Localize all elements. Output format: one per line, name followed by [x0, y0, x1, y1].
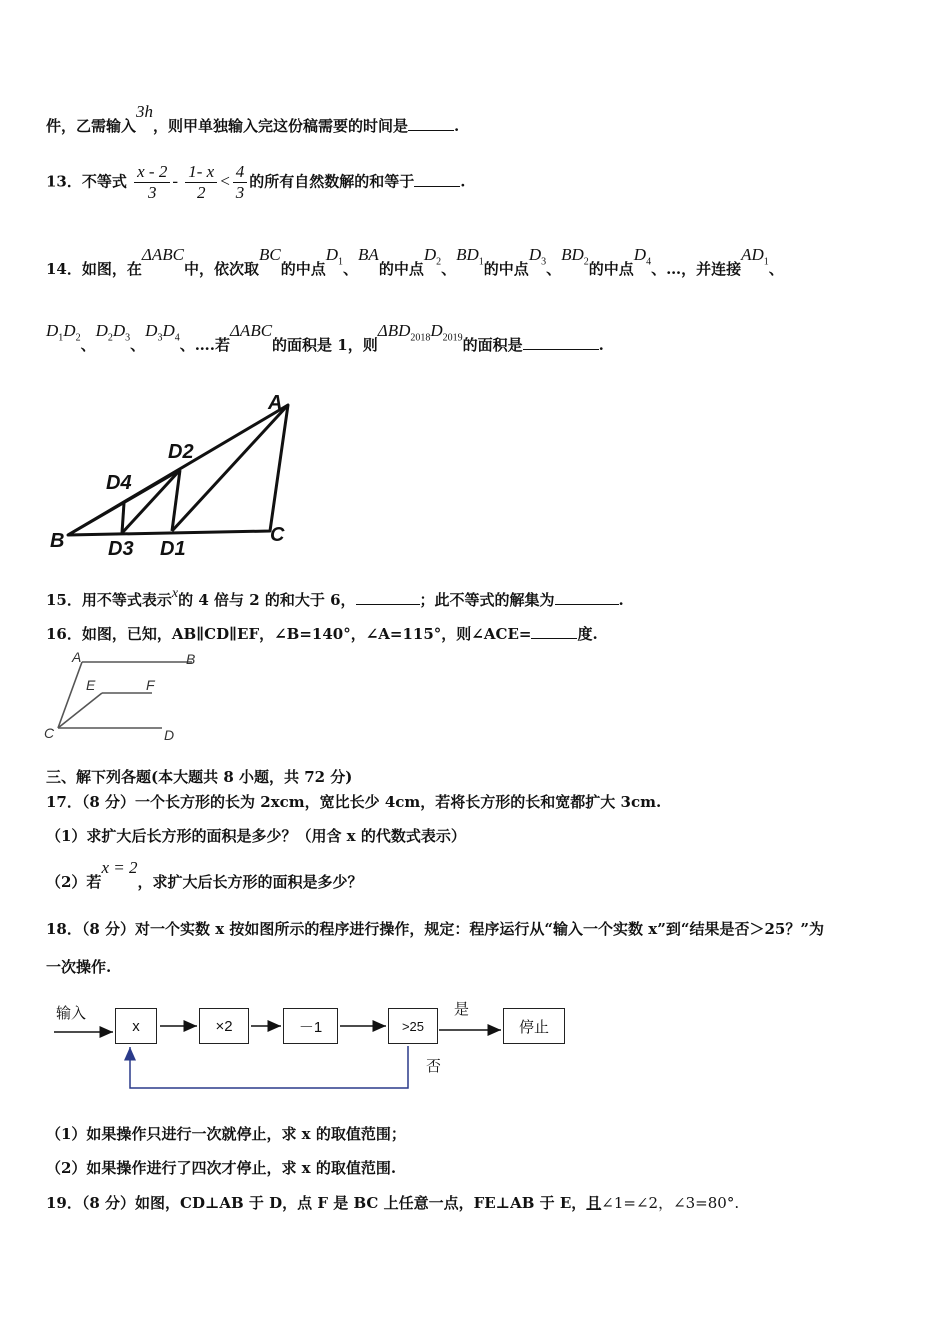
- q18-flow-box-minus1: －1: [283, 1008, 338, 1044]
- q14-d3: [528, 245, 547, 268]
- q16-text: 16．如图，已知，AB∥CD∥EF，∠B=140°，∠A=115°，则∠ACE=: [46, 625, 532, 643]
- q14-text: 、: [768, 260, 784, 278]
- q14-label-d4: D4: [106, 472, 132, 494]
- q14-ad1: [741, 245, 769, 268]
- q14-answer-blank[interactable]: [523, 335, 599, 350]
- q18-flow-input-label: 输入: [56, 1004, 87, 1022]
- q14-triangle-abc-2: ΔABC: [229, 321, 273, 340]
- q14-bd1-letters: BD: [456, 245, 479, 264]
- q14-bc: BC: [258, 245, 281, 264]
- q13-fraction-1: [134, 162, 170, 203]
- q17-part-1: （1）求扩大后长方形的面积是多少？（用含 x 的代数式表示）: [46, 827, 466, 845]
- q16-answer-blank[interactable]: [531, 624, 577, 639]
- q13-end: .: [460, 172, 466, 191]
- q18-part-1: （1）如果操作只进行一次就停止，求 x 的取值范围；: [46, 1125, 406, 1143]
- q13-answer-blank[interactable]: [414, 172, 460, 187]
- q14-bd2-sub: 2: [583, 256, 589, 268]
- q13-frac2-num: 1- x: [185, 162, 217, 183]
- q12-line: [46, 102, 460, 136]
- q17-stem: 17．（8 分）一个长方形的长为 2xcm，宽比长少 4cm，若将长方形的长和宽都扩大 3cm.: [46, 793, 662, 811]
- q14-text: 、: [80, 336, 96, 354]
- q14-segment-d3d4: [145, 321, 180, 344]
- q15-text-1: 15．用不等式表示: [46, 591, 172, 609]
- q14-label-b: B: [50, 530, 65, 552]
- q14-d4-letter: D: [633, 245, 647, 264]
- q13-frac3-den: 3: [235, 183, 245, 202]
- q16-label-b: B: [186, 651, 196, 667]
- q14-d3-sub: 3: [541, 256, 547, 268]
- q14-seg-sub: 4: [174, 332, 180, 344]
- q18-flow-box-stop: 停止: [503, 1008, 565, 1044]
- q13-frac1-num: x - 2: [134, 162, 170, 183]
- q14-ad1-letters: AD: [741, 245, 764, 264]
- q14-tri-d: D: [430, 321, 443, 340]
- q14-d1-sub: 1: [338, 256, 344, 268]
- q13-lt: <: [219, 171, 231, 191]
- q14-triangle-abc: ΔABC: [141, 245, 184, 264]
- q12-prefix: 件，乙需输入: [46, 117, 137, 135]
- q13-num: 13．不等式: [46, 172, 127, 191]
- q14-seg-sub: 2: [75, 332, 81, 344]
- q16-parallel-lines-figure: [42, 650, 212, 745]
- q14-label-a: A: [268, 392, 283, 414]
- q14-seg-sub: 2: [107, 332, 113, 344]
- q14-text: 的面积是: [462, 336, 523, 354]
- q13-frac3-num: 4: [233, 162, 248, 183]
- q17-part-2: [46, 858, 363, 892]
- q14-bd2: [561, 245, 589, 268]
- q15-line: [46, 586, 624, 610]
- q18-flow-box-x: x: [115, 1008, 157, 1044]
- q14-seg-sub: 3: [125, 332, 131, 344]
- q14-text: 的面积是 1，则: [272, 336, 378, 354]
- q14-ad1-sub: 1: [763, 256, 769, 268]
- q15-answer-blank-1[interactable]: [356, 590, 420, 605]
- q14-tri-sub2: 2019: [442, 332, 463, 344]
- q14-text: 的中点: [483, 260, 529, 278]
- q13-line: [46, 162, 465, 203]
- q14-bd1: [456, 245, 484, 268]
- q14-tri-letters: ΔBD: [377, 321, 411, 340]
- q14-text: 、: [546, 260, 562, 278]
- q14-segment-d1d2: [46, 321, 81, 344]
- q15-end: .: [618, 591, 624, 609]
- q13-frac2-den: 2: [196, 183, 206, 202]
- q14-d3-letter: D: [528, 245, 542, 264]
- q19-post: ∠1=∠2，∠3=80°.: [601, 1194, 740, 1212]
- q18-stem-line-2: 一次操作.: [46, 958, 112, 976]
- q14-seg-sub: 3: [157, 332, 163, 344]
- q17-part2-math: x = 2: [101, 858, 138, 877]
- q14-d4-sub: 4: [646, 256, 652, 268]
- q14-d2: [423, 245, 442, 268]
- q19-pre: 19．（8 分）如图，CD⊥AB 于 D，点 F 是 BC 上任意一点，FE⊥AB 于 E，: [46, 1194, 587, 1212]
- q16-label-f: F: [146, 677, 155, 693]
- q14-num: 14．如图，在: [46, 260, 142, 278]
- q14-text: 、: [343, 260, 359, 278]
- q17-part2-pre: （2）若: [46, 873, 102, 891]
- q14-text: 的中点: [280, 260, 326, 278]
- q14-seg-letter: D: [95, 321, 108, 340]
- q16-label-a: A: [72, 650, 82, 665]
- q14-d2-sub: 2: [436, 256, 442, 268]
- q14-triangle-bd2018d2019: [377, 321, 463, 344]
- q14-seg-letter: D: [63, 321, 76, 340]
- q16-line: [46, 623, 598, 644]
- q14-seg-letter: D: [145, 321, 158, 340]
- q14-bd1-sub: 1: [478, 256, 484, 268]
- q15-answer-blank-2[interactable]: [555, 590, 619, 605]
- q14-seg-letter: D: [112, 321, 126, 340]
- q18-flow-no-label: 否: [426, 1057, 442, 1075]
- q14-triangle-figure: [40, 385, 310, 565]
- q12-answer-blank[interactable]: [408, 116, 454, 131]
- q14-label-c: C: [270, 524, 285, 546]
- q14-d2-letter: D: [423, 245, 437, 264]
- q14-d1: [325, 245, 344, 268]
- q15-text-2: 的 4 倍与 2 的和大于 6，: [178, 591, 356, 609]
- q14-ba: BA: [358, 245, 379, 264]
- q14-label-d2: D2: [168, 441, 194, 463]
- q16-end: 度.: [577, 625, 598, 643]
- q18-flow-box-times2: ×2: [199, 1008, 249, 1044]
- q18-part-2: （2）如果操作进行了四次才停止，求 x 的取值范围.: [46, 1159, 397, 1177]
- q14-bd2-letters: BD: [561, 245, 584, 264]
- q15-text-3: ；此不等式的解集为: [419, 591, 555, 609]
- q14-d4: [633, 245, 652, 268]
- q15-x: x: [171, 586, 179, 601]
- q17-part2-post: ，求扩大后长方形的面积是多少？: [137, 873, 363, 891]
- q14-text: 的中点: [588, 260, 634, 278]
- q14-label-d1: D1: [160, 538, 186, 560]
- q16-label-e: E: [86, 677, 96, 693]
- q18-flow-yes-label: 是: [454, 1000, 470, 1018]
- q14-text: 的中点: [378, 260, 424, 278]
- section-3-heading: 三、解下列各题(本大题共 8 小题，共 72 分): [46, 768, 353, 786]
- q13-fraction-3: [233, 162, 248, 203]
- q18-flow-box-gt25: >25: [388, 1008, 438, 1044]
- q13-suffix: 的所有自然数解的和等于: [249, 172, 415, 191]
- q12-math: 3h: [136, 102, 154, 121]
- q14-text: 、…，并连接: [651, 260, 742, 278]
- q19-stem: [46, 1192, 739, 1213]
- q14-d1-letter: D: [325, 245, 339, 264]
- q14-text: 中，依次取: [183, 260, 259, 278]
- q16-label-c: C: [44, 725, 55, 741]
- q19-underlined: 且: [586, 1194, 602, 1212]
- q14-text: 、….若: [179, 336, 230, 354]
- q14-seg-letter: D: [162, 321, 175, 340]
- q13-frac1-den: 3: [147, 183, 157, 202]
- q14-segment-d2d3: [95, 321, 131, 344]
- q18-stem-line-1: 18．（8 分）对一个实数 x 按如图所示的程序进行操作，规定：程序运行从“输入一个实数 x”到“结果是否＞25？”为: [46, 920, 824, 938]
- q14-text: 、: [130, 336, 146, 354]
- q13-fraction-2: [185, 162, 217, 203]
- q14-line-1: [46, 245, 784, 281]
- q14-end: .: [598, 336, 604, 354]
- q14-seg-sub: 1: [58, 332, 64, 344]
- q14-tri-sub1: 2018: [410, 332, 431, 344]
- q14-text: 、: [441, 260, 457, 278]
- q16-label-d: D: [164, 727, 175, 743]
- q12-end: .: [454, 117, 460, 135]
- q12-suffix: ，则甲单独输入完这份稿需要的时间是: [153, 117, 409, 135]
- q13-minus: -: [172, 171, 178, 191]
- q14-seg-letter: D: [46, 321, 59, 340]
- q14-label-d3: D3: [108, 538, 134, 560]
